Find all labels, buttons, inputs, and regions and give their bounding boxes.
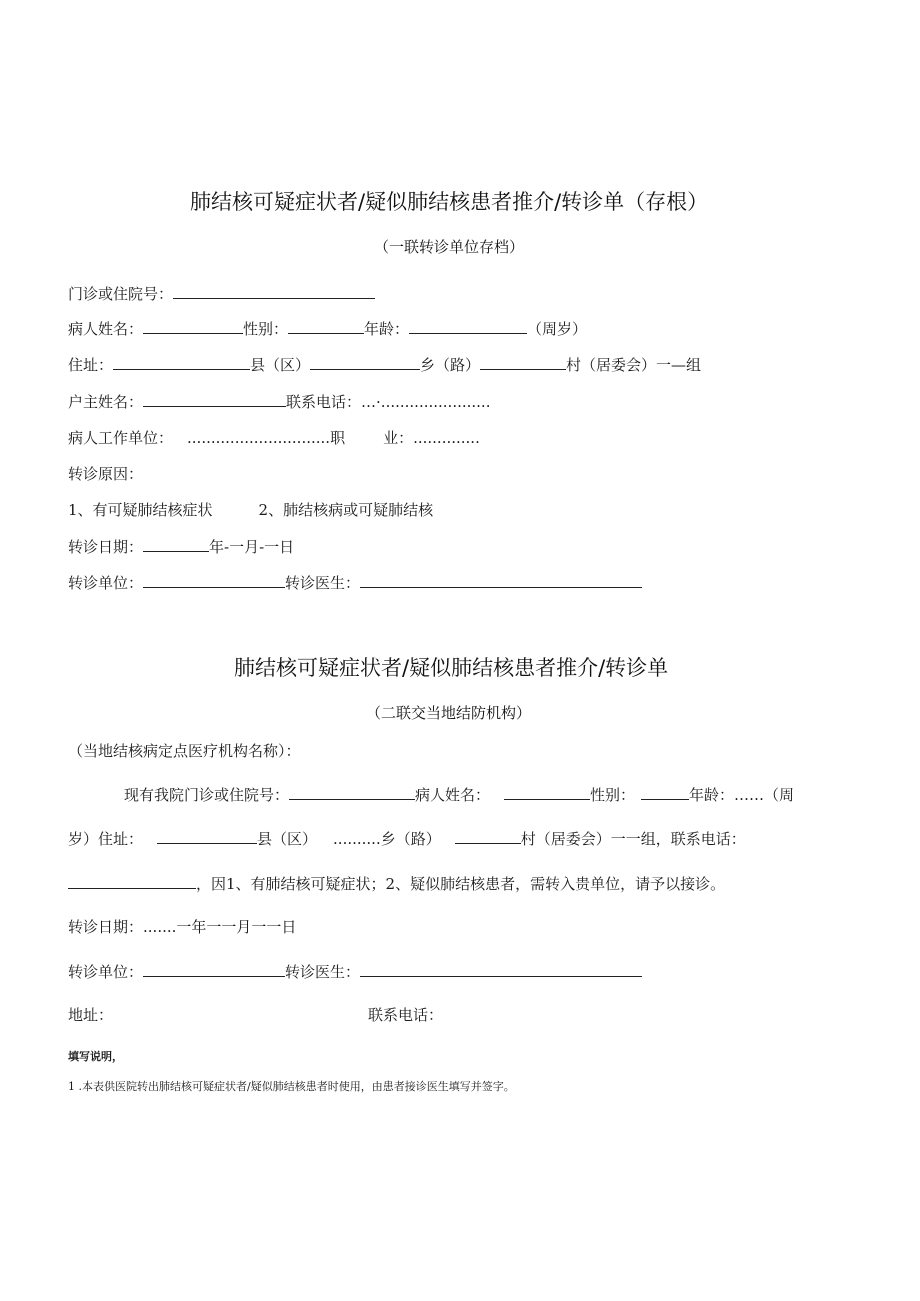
householder-label: 户主姓名： (68, 393, 144, 411)
outpatient-field[interactable] (173, 284, 375, 299)
workplace-label: 病人工作单位： (68, 429, 174, 447)
referral-addressee: （当地结核病定点医疗机构名称）： (68, 742, 301, 760)
stub-householder-row (68, 391, 490, 412)
notes-item-1: 1 .本表供医院转出肺结核可疑症状者/疑似肺结核患者时使用，由患者接诊医生填写并签字。 (68, 1080, 515, 1093)
patient-name-label: 病人姓名： (68, 320, 144, 338)
stub-reasons-row (68, 499, 433, 520)
stub-title: 肺结核可疑症状者/疑似肺结核患者推介/转诊单（存根） (190, 190, 709, 214)
occupation-label: 职 (330, 429, 346, 447)
stub-unit-row (68, 572, 642, 593)
gender-label: 性别： (243, 320, 289, 338)
referral-doctor-field[interactable] (360, 962, 642, 977)
address-label: 住址： (68, 356, 114, 374)
referral-address-label: 岁）住址： (68, 830, 144, 848)
date-year-field[interactable] (143, 537, 209, 552)
referral-paragraph-line-3 (68, 873, 725, 894)
stub-address-row (68, 354, 701, 375)
referral-gender-label: 性别： (590, 786, 636, 804)
stub-workplace-row (68, 427, 480, 448)
referral-unit-field[interactable] (143, 962, 285, 977)
referral-name-label: 病人姓名： (415, 786, 491, 804)
referral-subtitle: （二联交当地结防机构） (366, 704, 532, 722)
reason-option-1[interactable]: 1、有可疑肺结核症状 (68, 501, 213, 519)
stub-date-row (68, 536, 294, 557)
occupation-label-2: 业： (383, 429, 414, 447)
referral-phone-label-final: 联系电话： (368, 1006, 444, 1024)
referral-outpatient-label: 现有我院门诊或住院号： (124, 786, 290, 804)
age-label: 年龄： (364, 320, 410, 338)
referral-township-field[interactable] (455, 829, 521, 844)
referral-village-label: 村（居委会）一一组，联系电话： (520, 830, 746, 848)
address-field[interactable] (113, 355, 250, 370)
referral-township-label: 乡（路） (380, 830, 441, 848)
county-label: 县（区） (250, 356, 311, 374)
referral-age-label: 年龄：……（周 (689, 786, 795, 804)
occupation-field[interactable]: .............. (413, 429, 480, 447)
referral-address-label-final: 地址： (68, 1006, 114, 1024)
referral-reason-text: ，因1、有肺结核可疑症状；2、疑似肺结核患者，需转入贵单位，请予以接诊。 (196, 875, 726, 893)
referral-date-field[interactable]: .......一年一一月一一日 (143, 918, 297, 936)
reason-label: 转诊原因： (68, 465, 144, 483)
workplace-field[interactable]: .............................. (187, 429, 331, 447)
gender-field[interactable] (288, 319, 364, 334)
referral-title: 肺结核可疑症状者/疑似肺结核患者推介/转诊单 (234, 656, 669, 680)
unit-label: 转诊单位： (68, 574, 144, 592)
householder-field[interactable] (143, 392, 286, 407)
patient-name-field[interactable] (143, 319, 243, 334)
referral-address-field[interactable] (157, 829, 257, 844)
referral-county-field[interactable]: .......... (333, 830, 381, 848)
stub-patient-row (68, 318, 587, 339)
date-label: 转诊日期： (68, 538, 144, 556)
referral-unit-label: 转诊单位： (68, 963, 144, 981)
stub-subtitle: （一联转诊单位存档） (374, 238, 525, 256)
doctor-field[interactable] (360, 573, 642, 588)
referral-date-label: 转诊日期： (68, 918, 144, 936)
unit-field[interactable] (143, 573, 285, 588)
stub-outpatient-row (68, 283, 375, 304)
phone-label: 联系电话： (286, 393, 362, 411)
referral-gender-field[interactable] (641, 785, 689, 800)
doctor-label: 转诊医生： (285, 574, 361, 592)
referral-paragraph-line-2 (68, 828, 746, 849)
phone-field[interactable]: …·....................... (361, 393, 491, 411)
date-suffix: 年-一月-一日 (209, 538, 295, 556)
referral-doctor-label: 转诊医生： (285, 963, 361, 981)
referral-paragraph-line-1 (124, 784, 794, 805)
village-label: 村（居委会）一—组 (566, 356, 702, 374)
township-field[interactable] (480, 355, 566, 370)
referral-county-label: 县（区） (257, 830, 318, 848)
referral-phone-field[interactable] (68, 874, 196, 889)
age-unit: （周岁） (527, 320, 588, 338)
notes-heading: 填写说明， (68, 1050, 123, 1063)
referral-outpatient-field[interactable] (289, 785, 415, 800)
county-field[interactable] (310, 355, 420, 370)
referral-date-row (68, 916, 296, 937)
outpatient-label: 门诊或住院号： (68, 285, 174, 303)
township-label: 乡（路） (420, 356, 481, 374)
age-field[interactable] (409, 319, 527, 334)
referral-name-field[interactable] (504, 785, 590, 800)
referral-unit-row (68, 961, 642, 982)
reason-option-2[interactable]: 2、肺结核病或可疑肺结核 (258, 501, 434, 519)
